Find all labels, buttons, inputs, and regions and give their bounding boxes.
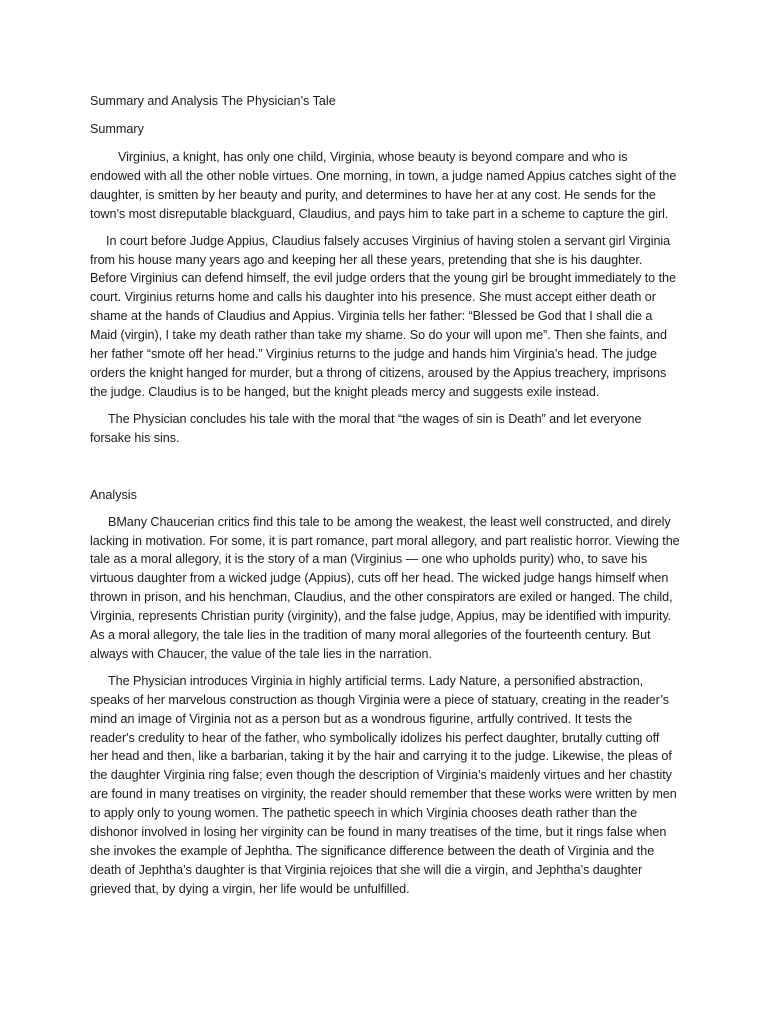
- analysis-paragraph-2: The Physician introduces Virginia in highly artificial terms. Lady Nature, a personified abstraction, speaks of her marvelous construction as though Virginia were a piece of statuary, creating in the reader’s mind an image of Virginia not as a person but as a wondrous figurine, artfully contrived. It tests the reader's credulity to hear of the father, who symbolically idolizes his perfect daughter, brutally cutting off her head and then, like a barbarian, taking it by the hair and carrying it to the judge. Likewise, the pleas of the daughter Virginia ring false; even though the description of Virginia’s maidenly virtues and her chastity are found in many treatises on virginity, the reader should remember that these works were written by men to apply only to young women. The pathetic speech in which Virginia chooses death rather than the dishonor involved in losing her virginity can be found in many treatises of the time, but it rings false when she invokes the example of Jephtha. The significance difference between the death of Virginia and the death of Jephtha’s daughter is that Virginia rejoices that she will die a virgin, and Jephtha’s daughter grieved that, by dying a virgin, her life would be unfulfilled.: [90, 673, 677, 896]
- document-title: Summary and Analysis The Physician’s Tale: [90, 94, 336, 108]
- analysis-heading: Analysis: [90, 487, 137, 502]
- summary-heading: Summary: [90, 122, 144, 136]
- document-page: [90, 92, 680, 907]
- summary-paragraph-1: Virginius, a knight, has only one child, Virginia, whose beauty is beyond compare and who is endowed with all the other noble virtues. One morning, in town, a judge named Appius catches sight of the daughter, is smitten by her beauty and purity, and determines to have her at any cost. He sends for the town’s most disreputable blackguard, Claudius, and pays him to take part in a scheme to capture the girl.: [90, 150, 677, 221]
- summary-paragraph-2: In court before Judge Appius, Claudius falsely accuses Virginius of having stolen a servant girl Virginia from his house many years ago and keeping her all these years, pretending that she is his daughter. Before Virginius can defend himself, the evil judge orders that the young girl be brought immediately to the court. Virginius returns home and calls his daughter into his presence. She must accept either death or shame at the hands of Claudius and Appius. Virginia tells her father: “Blessed be God that I shall die a Maid (virgin), I take my death rather than take my shame. So do your will upon me”. Then she faints, and her father “smote off her head.” Virginius returns to the judge and hands him Virginia’s head. The judge orders the knight hanged for murder, but a throng of citizens, aroused by the Appius treachery, imprisons the judge. Claudius is to be hanged, but the knight pleads mercy and suggests exile instead.: [90, 233, 676, 399]
- analysis-paragraph-1: BMany Chaucerian critics find this tale to be among the weakest, the least well constructed, and direly lacking in motivation. For some, it is part romance, part moral allegory, and part realistic horror. Viewing the tale as a moral allegory, it is the story of a man (Virginius — one who upholds purity) who, to save his virtuous daughter from a wicked judge (Appius), cuts off her head. The wicked judge hangs himself when thrown in prison, and his henchman, Claudius, and the other conspirators are exiled or hanged. The child, Virginia, represents Christian purity (virginity), and the false judge, Appius, may be identified with impurity. As a moral allegory, the tale lies in the tradition of many moral allegories of the fourteenth century. But always with Chaucer, the value of the tale lies in the narration.: [90, 514, 680, 661]
- summary-paragraph-3: The Physician concludes his tale with the moral that “the wages of sin is Death” and let everyone forsake his sins.: [90, 411, 642, 445]
